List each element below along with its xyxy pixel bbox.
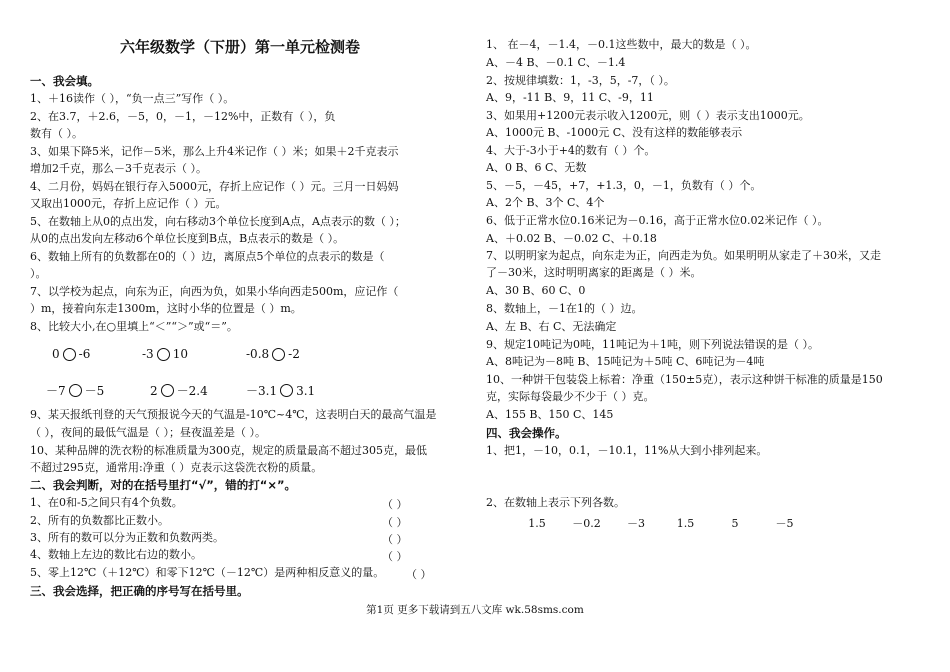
choice-9-options: A、8吨记为－8吨 B、15吨记为＋5吨 C、6吨记为－4吨 bbox=[486, 355, 765, 368]
operate-2: 2、在数轴上表示下列各数。 bbox=[486, 496, 625, 509]
answer-paren[interactable]: （ ） bbox=[406, 568, 432, 581]
choice-3-options: A、1000元 B、-1000元 C、没有这样的数能够表示 bbox=[486, 126, 743, 139]
page-title: 六年级数学（下册）第一单元检测卷 bbox=[120, 38, 361, 56]
question-10-line-1: 10、某种品牌的洗衣粉的标准质量为300克，规定的质量最高不超过305克，最低 bbox=[30, 444, 427, 457]
choice-3: 3、如果用+1200元表示收入1200元，则（ ）表示支出1000元。 bbox=[486, 109, 810, 122]
choice-7-options: A、30 B、60 C、0 bbox=[486, 284, 586, 297]
compare-circle[interactable] bbox=[157, 348, 170, 361]
answer-paren[interactable]: （ ） bbox=[382, 498, 408, 511]
question-10-line-2: 不超过295克，通常用:净重（ ）克表示这袋洗衣粉的质量。 bbox=[30, 461, 323, 474]
compare-circle[interactable] bbox=[63, 348, 76, 361]
choice-9: 9、规定10吨记为0吨，11吨记为＋1吨，则下列说法错误的是（ ）。 bbox=[486, 338, 819, 351]
question-4-line-2: 又取出1000元，存折上应记作（ ）元。 bbox=[30, 197, 227, 210]
choice-8: 8、数轴上，－1在1的（ ）边。 bbox=[486, 302, 643, 315]
choice-6-options: A、＋0.02 B、－0.02 C、＋0.18 bbox=[486, 232, 657, 245]
judge-item: 3、所有的数可以分为正数和负数两类。 bbox=[30, 531, 224, 544]
question-4-line-1: 4、二月份，妈妈在银行存入5000元，存折上应记作（ ）元。三月一日妈妈 bbox=[30, 180, 399, 193]
number-item: －3 bbox=[627, 517, 645, 530]
compare-circle[interactable] bbox=[272, 348, 285, 361]
question-2-line-1: 2、在3.7，＋2.6，－5，0，－1，－12%中，正数有（ ），负 bbox=[30, 110, 336, 123]
section-judge-heading: 二、我会判断，对的在括号里打“√”，错的打“×”。 bbox=[30, 478, 297, 492]
question-1: 1、＋16读作（ ），“负一点三”写作（ ）。 bbox=[30, 92, 235, 105]
choice-6: 6、低于正常水位0.16米记为－0.16，高于正常水位0.02米记作（ ）。 bbox=[486, 214, 829, 227]
section-operate-heading: 四、我会操作。 bbox=[486, 426, 567, 440]
choice-7-line-2: 了－30米，这时明明离家的距离是（ ）米。 bbox=[486, 266, 702, 279]
question-7-line-1: 7、以学校为起点，向东为正，向西为负，如果小华向西走500m，应记作（ bbox=[30, 285, 399, 298]
choice-2-options: A、9，-11 B、9，11 C、-9，11 bbox=[486, 91, 654, 104]
choice-7-line-1: 7、以明明家为起点，向东走为正，向西走为负。如果明明从家走了＋30米，又走 bbox=[486, 249, 881, 262]
number-item: 5 bbox=[731, 517, 739, 530]
compare-circle[interactable] bbox=[69, 384, 82, 397]
number-item: －5 bbox=[775, 517, 794, 530]
operate-1: 1、把1，－10，0.1，－10.1，11%从大到小排列起来。 bbox=[486, 444, 768, 457]
judge-item: 5、零上12℃（＋12℃）和零下12℃（－12℃）是两种相反意义的量。 bbox=[30, 566, 385, 579]
compare-item: －3.1 3.1 bbox=[246, 383, 316, 398]
compare-circle[interactable] bbox=[161, 384, 174, 397]
choice-10-line-2: 克，实际每袋最少不少于（ ）克。 bbox=[486, 390, 655, 403]
compare-item: 0 -6 bbox=[52, 347, 91, 361]
choice-10-line-1: 10、一种饼干包装袋上标着：净重（150±5克），表示这种饼干标准的质量是150 bbox=[486, 373, 883, 386]
compare-item: －7 －5 bbox=[46, 384, 105, 398]
judge-item: 4、数轴上左边的数比右边的数小。 bbox=[30, 548, 202, 561]
answer-paren[interactable]: （ ） bbox=[382, 533, 408, 546]
question-5-line-1: 5、在数轴上从0的点出发，向右移动3个单位长度到A点，A点表示的数（ ）； bbox=[30, 215, 406, 228]
answer-paren[interactable]: （ ） bbox=[382, 550, 408, 563]
judge-item: 1、在0和-5之间只有4个负数。 bbox=[30, 496, 183, 509]
choice-10-options: A、155 B、150 C、145 bbox=[486, 408, 614, 421]
choice-1: 1、 在－4，－1.4，－0.1这些数中，最大的数是（ ）。 bbox=[486, 38, 757, 51]
question-6-line-2: ）。 bbox=[30, 267, 47, 280]
choice-1-options: A、－4 B、－0.1 C、－1.4 bbox=[486, 56, 626, 69]
question-2-line-2: 数有（ ）。 bbox=[30, 127, 83, 140]
compare-item: 2 －2.4 bbox=[150, 383, 208, 398]
choice-5: 5、－5，－45，+7，+1.3，0，－1，负数有（ ）个。 bbox=[486, 179, 762, 192]
question-5-line-2: 从0的点出发向左移动6个单位长度到B点，B点表示的数是（ ）。 bbox=[30, 232, 345, 245]
question-3-line-1: 3、如果下降5米，记作－5米，那么上升4米记作（ ）米；如果＋2千克表示 bbox=[30, 145, 399, 158]
choice-2: 2、按规律填数：1，-3，5，-7，（ ）。 bbox=[486, 74, 675, 87]
number-list bbox=[514, 515, 808, 531]
number-item: －0.2 bbox=[572, 517, 601, 530]
section-choice-heading: 三、我会选择，把正确的序号写在括号里。 bbox=[30, 584, 249, 598]
page-footer: 第1页 更多下载请到五八文库 wk.58sms.com bbox=[366, 604, 584, 616]
compare-circle[interactable] bbox=[280, 384, 293, 397]
compare-item: -3 10 bbox=[142, 347, 188, 361]
question-6-line-1: 6、数轴上所有的负数都在0的（ ）边，离原点5个单位的点表示的数是（ bbox=[30, 250, 385, 263]
choice-4-options: A、0 B、6 C、无数 bbox=[486, 161, 587, 174]
question-9-line-2: （ ），夜间的最低气温是（ ）；昼夜温差是（ ）。 bbox=[30, 426, 266, 439]
judge-item: 2、所有的负数都比正数小。 bbox=[30, 514, 169, 527]
number-item: 1.5 bbox=[528, 517, 546, 530]
question-7-line-2: ）m，接着向东走1300m，这时小华的位置是（ ）m。 bbox=[30, 302, 302, 315]
question-3-line-2: 增加2千克，那么－3千克表示（ ）。 bbox=[30, 162, 207, 175]
number-item: 1.5 bbox=[676, 517, 695, 530]
question-8: 8、比较大小,在○里填上“＜”“＞”或“＝”。 bbox=[30, 320, 238, 333]
choice-5-options: A、2个 B、3个 C、4个 bbox=[486, 196, 605, 209]
question-9-line-1: 9、某天报纸刊登的天气预报说今天的气温是-10℃~4℃，这表明白天的最高气温是 bbox=[30, 408, 437, 421]
compare-item: -0.8 -2 bbox=[246, 347, 300, 361]
answer-paren[interactable]: （ ） bbox=[382, 516, 408, 529]
section-fill-heading: 一、我会填。 bbox=[30, 74, 99, 88]
choice-4: 4、大于-3小于+4的数有（ ）个。 bbox=[486, 144, 656, 157]
choice-8-options: A、左 B、右 C、无法确定 bbox=[486, 320, 617, 333]
